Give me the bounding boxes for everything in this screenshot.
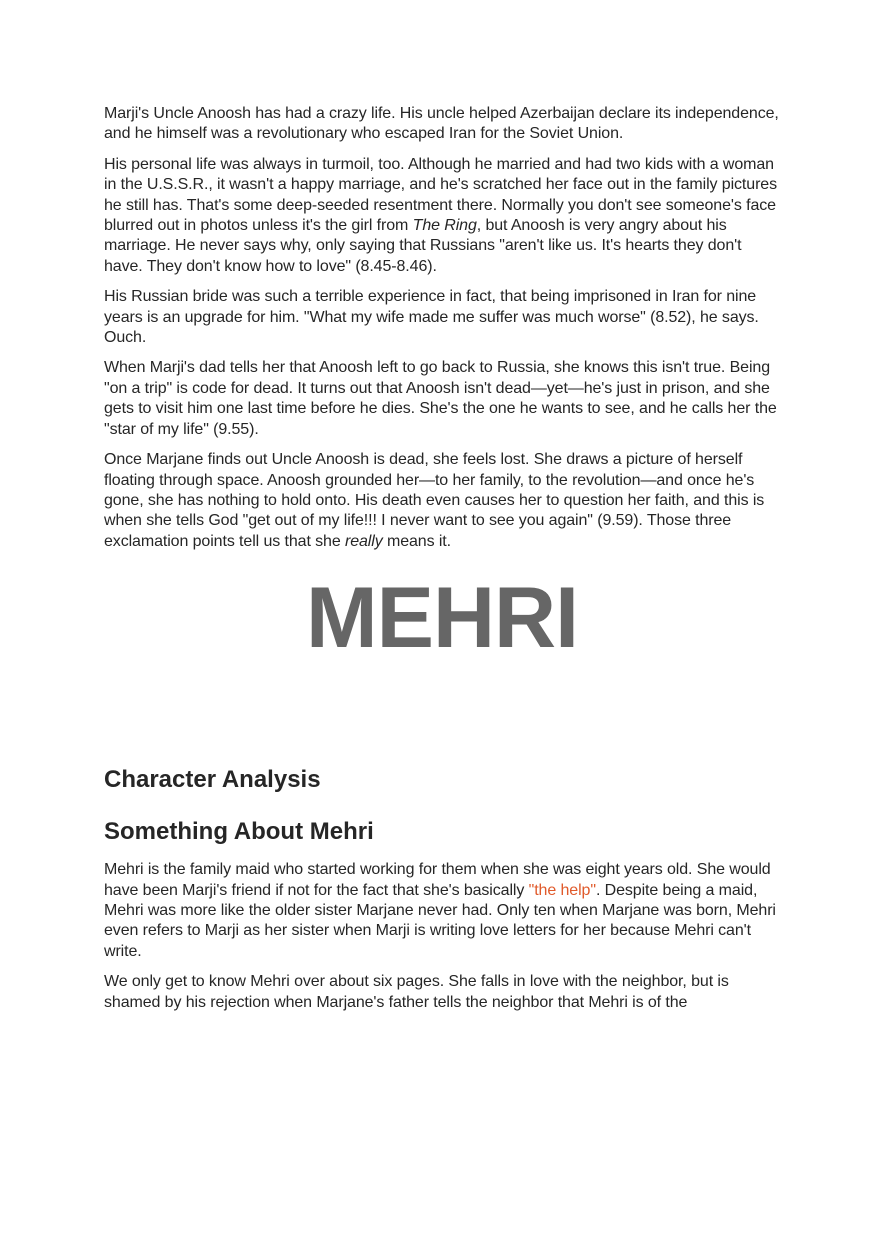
paragraph-anoosh-death <box>104 450 780 552</box>
paragraph-mehri-intro <box>104 860 780 962</box>
paragraph-anoosh-marriage <box>104 155 780 277</box>
heading-character-analysis: Character Analysis <box>104 766 321 794</box>
paragraph-text: . Despite being a maid, Mehri was more like the older sister Marjane never had. Only ten when Marjane was born, Mehri even refers to Marji as her sister when Marji is writing love letters for her because Mehri can't write. <box>104 881 776 960</box>
paragraph-mehri-neighbor: We only get to know Mehri over about six pages. She falls in love with the neighbor, but is shamed by his rejection when Marjane's father tells the neighbor that Mehri is of the <box>104 973 729 1011</box>
paragraph-anoosh-prison: When Marji's dad tells her that Anoosh left to go back to Russia, she knows this isn't true. Being "on a trip" is code for dead. It turns out that Anoosh isn't dead—yet—he's just in prison, and she gets to visit him one last time before he dies. She's the one he wants to see, and he calls her the "star of my life" (9.55). <box>104 359 777 438</box>
paragraph-russian-bride: His Russian bride was such a terrible experience in fact, that being imprisoned in Iran for nine years is an upgrade for him. "What my wife made me suffer was much worse" (8.52), he says. Ouch. <box>104 288 759 347</box>
paragraph-text: His personal life was always in turmoil, too. Although he married and had two kids with a woman in the U.S.S.R., it wasn't a happy marriage, and he's scratched her face out in the family pictures he still has. That's some deep-seeded resentment there. Normally you don't see someone's face blurred out in photos unless it's the girl from <box>104 155 777 235</box>
paragraph-text: , but Anoosh is very angry about his marriage. He never says why, only saying that Russians "aren't like us. It's hearts they don't have. They don't know how to love" (8.45-8.46). <box>104 217 742 275</box>
section-title: MEHRI <box>305 570 579 667</box>
italic-title: The Ring <box>412 217 477 235</box>
paragraph-text: means it. <box>382 532 451 550</box>
paragraph-anoosh-life: Marji's Uncle Anoosh has had a crazy life. His uncle helped Azerbaijan declare its independence, and he himself was a revolutionary who escaped Iran for the Soviet Union. <box>104 105 779 143</box>
paragraph-text: Once Marjane finds out Uncle Anoosh is dead, she feels lost. She draws a picture of herself floating through space. Anoosh grounded her—to her family, to the revolution—and once he's gone, she has nothing to hold onto. His death even causes her to question her faith, and this is when she tells God "get out of my life!!! I never want to see you again" (9.59). Those three exclamation points tell us that she <box>104 451 765 550</box>
article-body <box>104 104 780 1023</box>
heading-something-about-mehri: Something About Mehri <box>104 818 374 846</box>
the-help-link[interactable]: "the help" <box>528 881 596 899</box>
italic-emphasis: really <box>344 532 383 550</box>
paragraph-text: Mehri is the family maid who started working for them when she was eight years old. She would have been Marji's friend if not for the fact that she's basically <box>104 861 771 899</box>
